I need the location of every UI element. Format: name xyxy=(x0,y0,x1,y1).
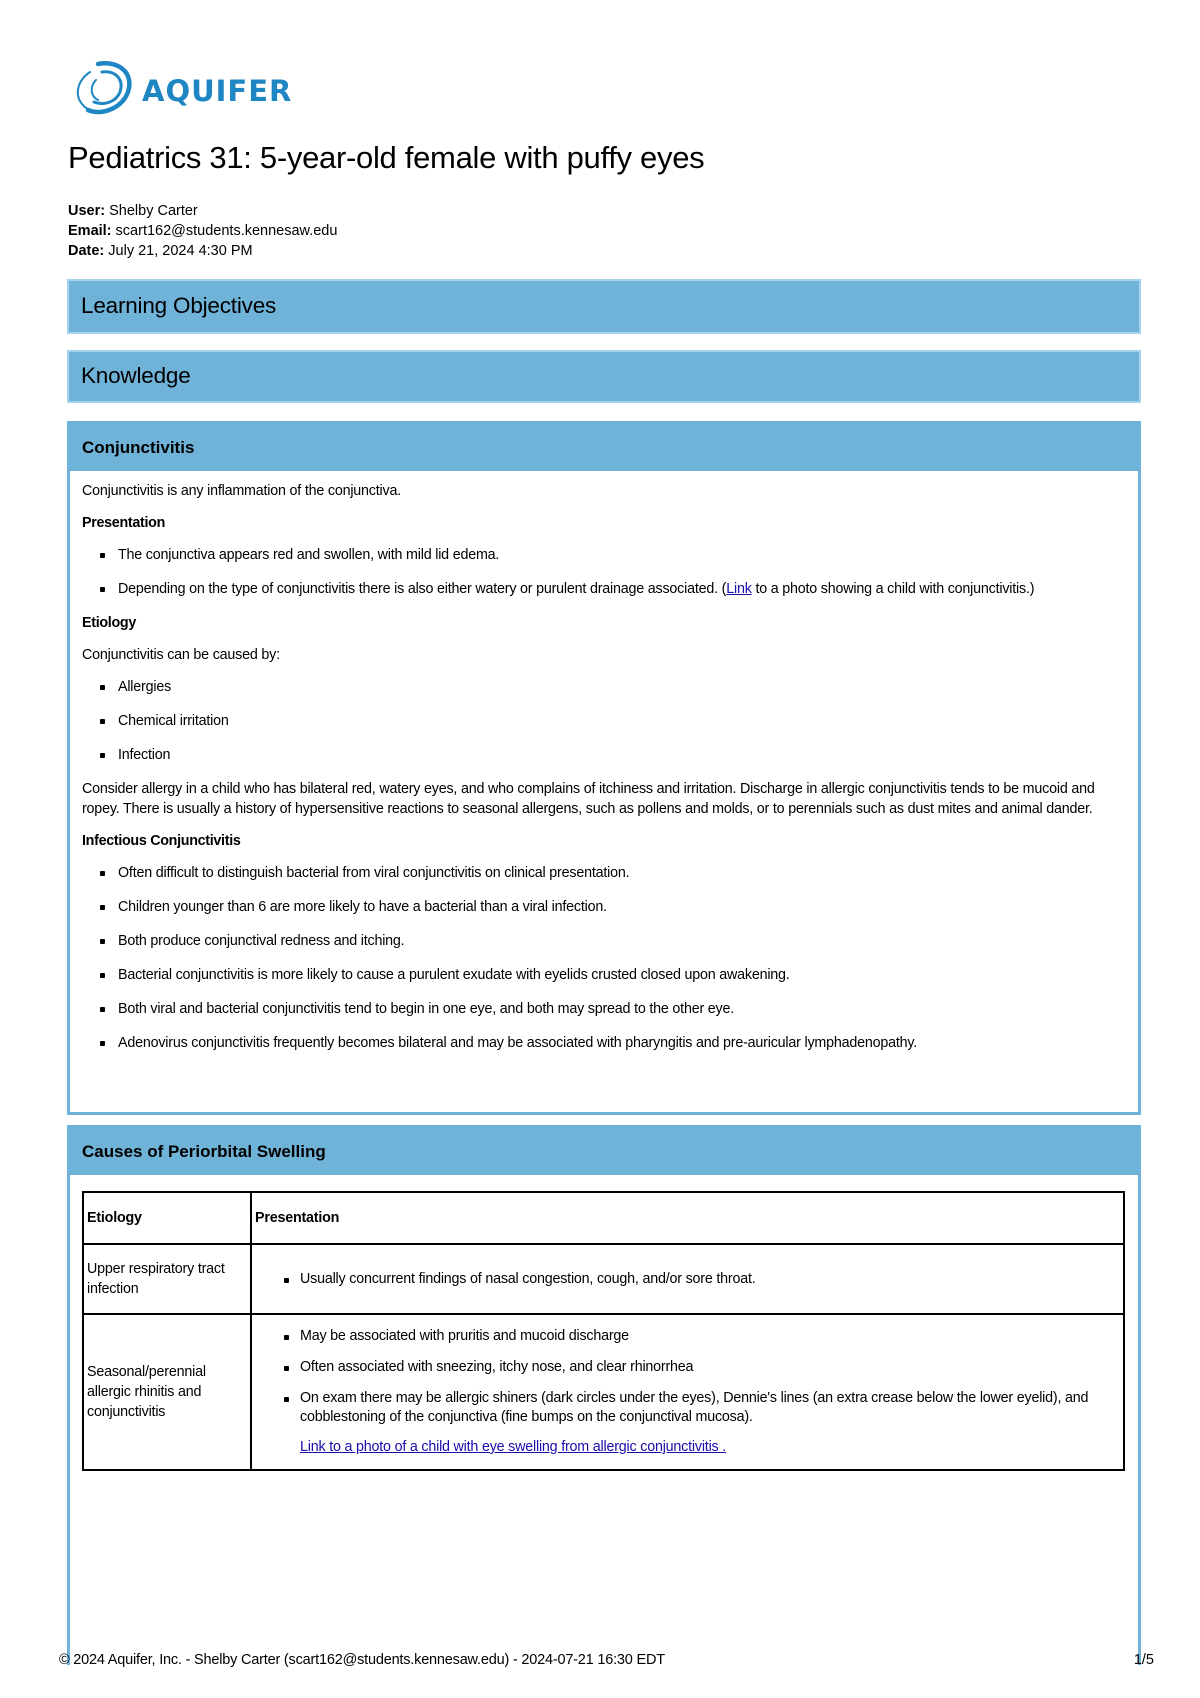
periorbital-swelling-section xyxy=(67,1125,1141,1665)
user-value: Shelby Carter xyxy=(109,203,198,219)
periorbital-swelling-header: Causes of Periorbital Swelling xyxy=(70,1128,1138,1175)
email-label: Email: xyxy=(68,223,112,239)
date-value: July 21, 2024 4:30 PM xyxy=(108,243,253,259)
list-item: Allergies xyxy=(118,677,1126,697)
conjunctivitis-section xyxy=(67,421,1141,1115)
etiology-intro: Conjunctivitis can be caused by: xyxy=(82,647,280,663)
presentation-cell xyxy=(251,1244,1124,1314)
conjunctivitis-photo-link[interactable]: Link xyxy=(726,581,752,597)
logo-wordmark: AQUIFER xyxy=(142,74,293,108)
list-item: Usually concurrent findings of nasal congestion, cough, and/or sore throat. xyxy=(300,1270,1120,1289)
knowledge-bar xyxy=(67,350,1141,403)
causes-list xyxy=(82,677,1126,765)
page-number: 1/5 xyxy=(1133,1652,1154,1668)
list-item: Depending on the type of conjunctivitis there is also either watery or purulent drainage associated. (Link to a photo showing a child with conjunctivitis.) xyxy=(118,579,1126,599)
etiology-cell: Seasonal/perennial allergic rhinitis and conjunctivitis xyxy=(83,1314,251,1470)
learning-objectives-heading: Learning Objectives xyxy=(81,293,277,318)
document-meta xyxy=(68,201,337,261)
conjunctivitis-intro: Conjunctivitis is any inflammation of the conjunctiva. xyxy=(82,483,401,499)
email-value: scart162@students.kennesaw.edu xyxy=(115,223,338,239)
list-item: May be associated with pruritis and mucoid discharge xyxy=(300,1327,1120,1346)
date-label: Date: xyxy=(68,243,105,259)
presentation-cell xyxy=(251,1314,1124,1470)
learning-objectives-bar xyxy=(67,279,1141,334)
aquifer-logo-icon xyxy=(68,58,140,118)
table-header-row xyxy=(83,1192,1124,1244)
allergic-conjunctivitis-photo-link[interactable]: Link to a photo of a child with eye swelling from allergic conjunctivitis . xyxy=(300,1439,727,1455)
table-row xyxy=(83,1244,1124,1314)
list-item: Chemical irritation xyxy=(118,711,1126,731)
page-footer: © 2024 Aquifer, Inc. - Shelby Carter (scart162@students.kennesaw.edu) - 2024-07-21 16:30 EDT xyxy=(59,1652,665,1668)
presentation-list xyxy=(82,545,1126,599)
knowledge-heading: Knowledge xyxy=(81,363,191,388)
list-item: Often associated with sneezing, itchy nose, and clear rhinorrhea xyxy=(300,1358,1120,1377)
presentation-heading: Presentation xyxy=(82,515,165,531)
page-title: Pediatrics 31: 5-year-old female with puffy eyes xyxy=(68,140,705,175)
causes-table xyxy=(82,1191,1125,1471)
col-presentation: Presentation xyxy=(251,1192,1124,1244)
list-item: Infection xyxy=(118,745,1126,765)
aquifer-logo xyxy=(68,56,292,120)
infectious-list xyxy=(82,863,1126,1053)
etiology-cell: Upper respiratory tract infection xyxy=(83,1244,251,1314)
etiology-heading: Etiology xyxy=(82,615,136,631)
conjunctivitis-header: Conjunctivitis xyxy=(70,424,1138,471)
col-etiology: Etiology xyxy=(83,1192,251,1244)
list-item: Both produce conjunctival redness and itching. xyxy=(118,931,1126,951)
list-item: On exam there may be allergic shiners (dark circles under the eyes), Dennie's lines (an extra crease below the lower eyelid), and cobblestoning of the conjunctiva (fine bumps on the conjunctival mucosa). xyxy=(300,1389,1120,1427)
list-item: Often difficult to distinguish bacterial from viral conjunctivitis on clinical presentation. xyxy=(118,863,1126,883)
list-item: Both viral and bacterial conjunctivitis tend to begin in one eye, and both may spread to the other eye. xyxy=(118,999,1126,1019)
infectious-heading: Infectious Conjunctivitis xyxy=(82,833,241,849)
table-row xyxy=(83,1314,1124,1470)
allergy-paragraph: Consider allergy in a child who has bilateral red, watery eyes, and who complains of itchiness and irritation. Discharge in allergic conjunctivitis tends to be mucoid and ropey. There is usually a history of hypersensitive reactions to seasonal allergens, such as pollens and molds, or to perennials such as dust mites and animal dander. xyxy=(82,781,1095,817)
list-item: Children younger than 6 are more likely to have a bacterial than a viral infection. xyxy=(118,897,1126,917)
user-label: User: xyxy=(68,203,106,219)
list-item: The conjunctiva appears red and swollen, with mild lid edema. xyxy=(118,545,1126,565)
list-item: Bacterial conjunctivitis is more likely to cause a purulent exudate with eyelids crusted closed upon awakening. xyxy=(118,965,1126,985)
list-item: Adenovirus conjunctivitis frequently becomes bilateral and may be associated with pharyngitis and pre-auricular lymphadenopathy. xyxy=(118,1033,1126,1053)
